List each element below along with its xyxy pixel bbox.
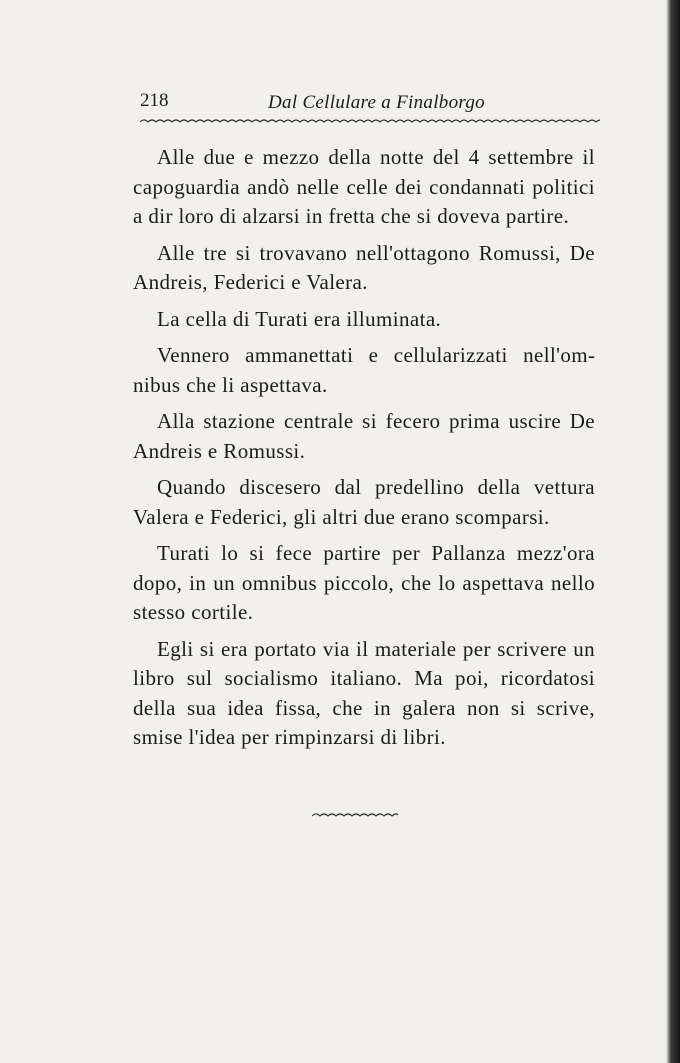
paragraph: Alla stazione centrale si fecero prima uscire De Andreis e Romussi. xyxy=(133,409,595,463)
paragraph: Egli si era portato via il materiale per scrivere un libro sul socialismo italiano. Ma poi, ricordatosi della sua idea fissa, che in galera non si scrive, smise l'idea per rimpinzarsi di libri. xyxy=(133,636,595,749)
page-header xyxy=(140,90,600,114)
paragraph: La cella di Turati era illuminata. xyxy=(157,306,442,331)
paragraph: Vennero ammanettati e cellularizzati nell'omnibus che li aspettava. xyxy=(133,343,595,397)
decorative-wavy-rule xyxy=(140,114,600,128)
page-number: 218 xyxy=(140,90,169,111)
page-edge-shadow xyxy=(666,0,680,1063)
paragraph: Alle due e mezzo della notte del 4 settembre il capoguardia andò nelle celle dei condannati politici a dir loro di alzarsi in fretta che si doveva partire. xyxy=(133,145,595,228)
paragraph: Alle tre si trovavano nell'ottagono Romussi, De Andreis, Federici e Valera. xyxy=(133,240,595,294)
body-text xyxy=(133,143,595,760)
running-title: Dal Cellulare a Finalborgo xyxy=(268,92,485,113)
end-ornament xyxy=(312,808,398,822)
paragraph: Turati lo si fece partire per Pallanza mezz'ora dopo, in un omnibus piccolo, che lo aspettava nello stesso cortile. xyxy=(133,541,595,624)
paragraph: Quando discesero dal predellino della vettura Valera e Federici, gli altri due erano scomparsi. xyxy=(133,475,595,529)
